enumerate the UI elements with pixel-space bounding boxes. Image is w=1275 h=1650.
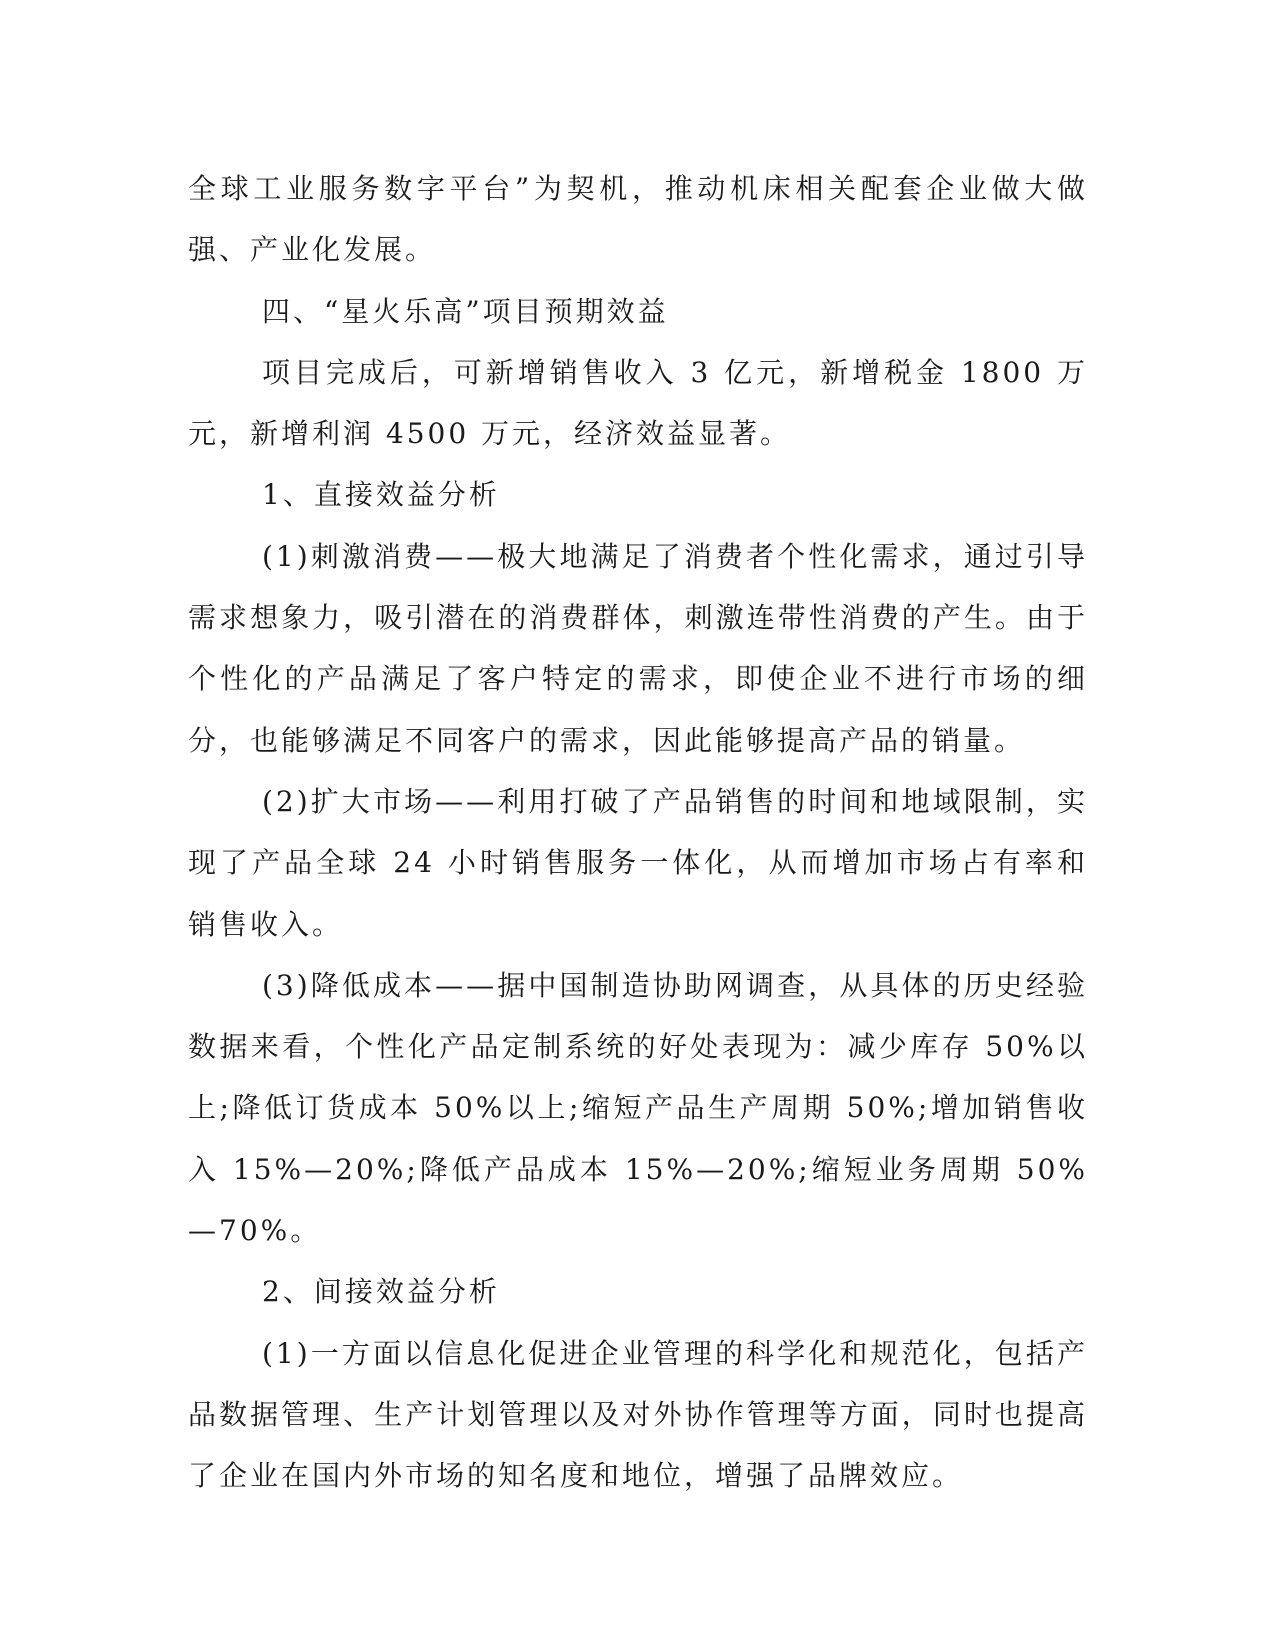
subheading-indirect-benefits: 2、间接效益分析 [262, 1275, 500, 1309]
paragraph-informatization: (1)一方面以信息化促进企业管理的科学化和规范化，包括产品数据管理、生产计划管理以及对外协作管理等方面，同时也提高了企业在国内外市场的知名度和地位，增强了品牌效应。 [188, 1336, 1088, 1493]
paragraph-project-summary: 项目完成后，可新增销售收入 3 亿元，新增税金 1800 万元，新增利润 4500 万元，经济效益显著。 [188, 355, 1088, 451]
paragraph-stimulate-consumption: (1)刺激消费——极大地满足了消费者个性化需求，通过引导需求想象力，吸引潜在的消费群体，刺激连带性消费的产生。由于个性化的产品满足了客户特定的需求，即使企业不进行市场的细分，也能够满足不同客户的需求，因此能够提高产品的销量。 [188, 539, 1088, 757]
subheading-direct-benefits: 1、直接效益分析 [262, 478, 500, 512]
section-heading-expected-benefits: 四、“星火乐高”项目预期效益 [262, 294, 669, 328]
paragraph-expand-market: (2)扩大市场——利用打破了产品销售的时间和地域限制，实现了产品全球 24 小时销售服务一体化，从而增加市场占有率和销售收入。 [188, 784, 1088, 941]
paragraph-reduce-cost: (3)降低成本——据中国制造协助网调查，从具体的历史经验数据来看，个性化产品定制系统的好处表现为：减少库存 50%以上;降低订货成本 50%以上;缩短产品生产周期 50%;增加销售收入 15%—20%;降低产品成本 15%—20%;缩短业务周期 50%—70%。 [188, 968, 1088, 1248]
document-body [188, 158, 1088, 1507]
paragraph-continuation: 全球工业服务数字平台”为契机，推动机床相关配套企业做大做强、产业化发展。 [188, 172, 1088, 267]
